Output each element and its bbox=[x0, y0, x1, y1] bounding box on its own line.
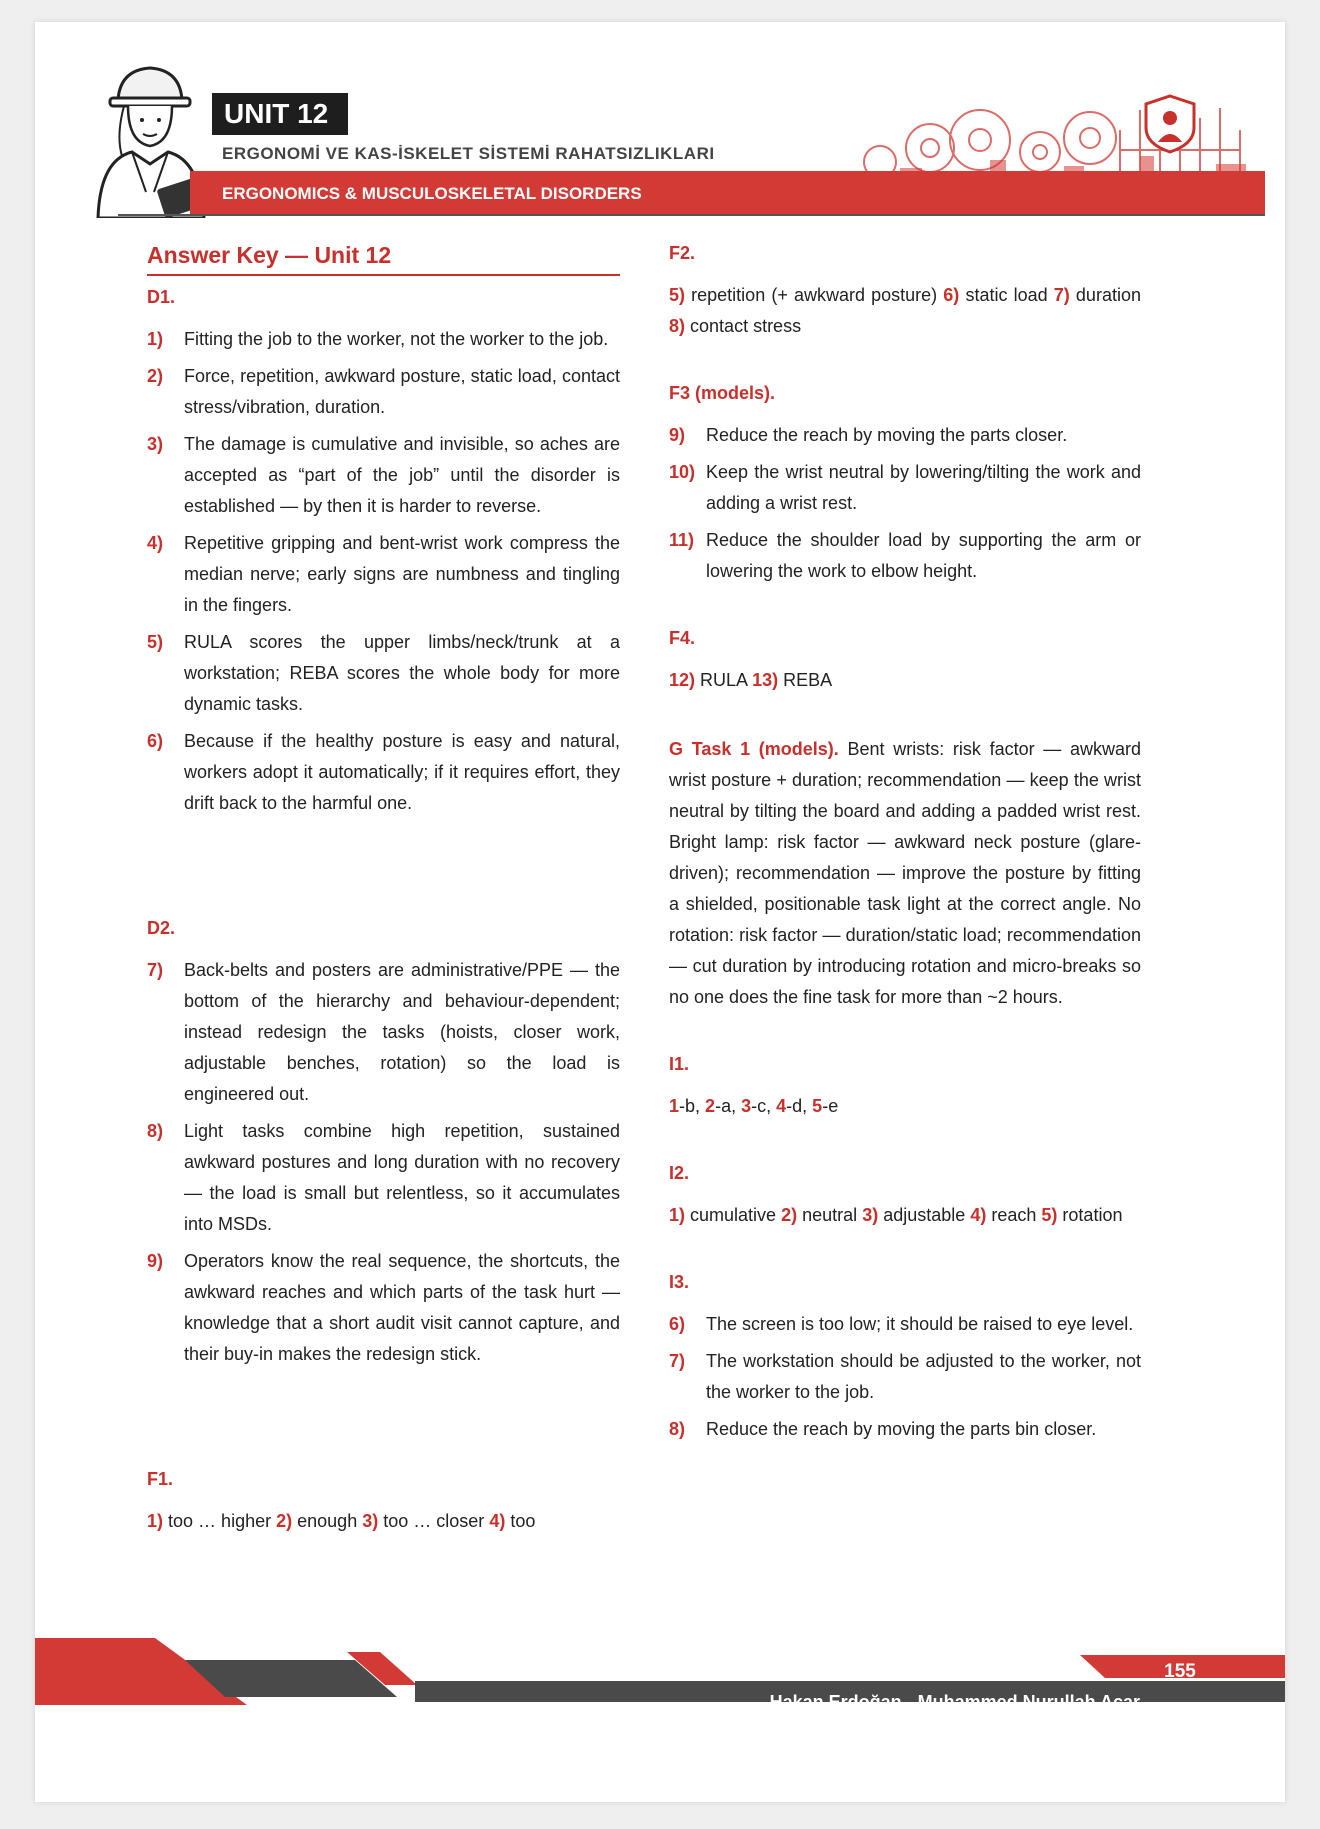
list-item bbox=[147, 528, 620, 621]
right-column bbox=[669, 238, 1141, 1445]
item-text: Reduce the shoulder load by supporting the arm or lowering the work to elbow height. bbox=[706, 530, 1141, 581]
answer-text: repetition (+ awkward posture) bbox=[691, 285, 938, 305]
item-text: Repetitive gripping and bent-wrist work compress the median nerve; early signs are numbness and tingling in the fingers. bbox=[184, 533, 620, 615]
list-item bbox=[669, 457, 1141, 519]
answer-number: 6) bbox=[943, 285, 960, 305]
section-heading-f4: F4. bbox=[669, 628, 696, 648]
answer-number: 1) bbox=[669, 1205, 686, 1225]
item-number: 1) bbox=[147, 329, 164, 349]
item-number: 10) bbox=[669, 462, 696, 482]
list-item bbox=[669, 1309, 1141, 1340]
list-item bbox=[147, 627, 620, 720]
unit-title-turkish: ERGONOMİ VE KAS-İSKELET SİSTEMİ RAHATSIZLIKLARI bbox=[222, 144, 715, 163]
list-item bbox=[669, 1414, 1141, 1445]
item-text: The workstation should be adjusted to the worker, not the worker to the job. bbox=[706, 1351, 1141, 1402]
item-text: Light tasks combine high repetition, sustained awkward postures and long duration with no recovery — the load is small but relentless, so it accumulates into MSDs. bbox=[184, 1121, 620, 1234]
match-number: 4 bbox=[776, 1096, 787, 1116]
d2-list bbox=[147, 955, 620, 1370]
answer-number: 3) bbox=[362, 1511, 379, 1531]
answer-text: enough bbox=[297, 1511, 358, 1531]
g-task-text: Bent wrists: risk factor — awkward wrist posture + duration; recommendation — keep the wrist neutral by tilting the board and adding a padded wrist rest. Bright lamp: risk factor — awkward neck posture (glare-driven); recommendation — improve the posture by fitting a shielded, positionable task light at the correct angle. No rotation: risk factor — duration/static load; recommendation — cut duration by introducing rotation and micro-breaks so no one does the fine task for more than ~2 hours. bbox=[669, 739, 1141, 1007]
answer-text: too … higher bbox=[168, 1511, 272, 1531]
list-item bbox=[669, 420, 1141, 451]
match-number: 3 bbox=[741, 1096, 752, 1116]
header-rule bbox=[118, 214, 1265, 216]
section-heading-i2: I2. bbox=[669, 1163, 690, 1183]
f1-answers bbox=[147, 1506, 620, 1537]
match-number: 2 bbox=[705, 1096, 716, 1116]
answer-text: too … closer bbox=[383, 1511, 485, 1531]
section-heading-f1: F1. bbox=[147, 1469, 174, 1489]
item-number: 6) bbox=[147, 731, 164, 751]
d1-list bbox=[147, 324, 620, 819]
match-letter: d bbox=[792, 1096, 803, 1116]
item-number: 8) bbox=[669, 1419, 686, 1439]
section-heading-g: G Task 1 (models). bbox=[669, 739, 839, 759]
answer-number: 12) bbox=[669, 670, 696, 690]
i2-answers bbox=[669, 1200, 1141, 1231]
item-text: Force, repetition, awkward posture, static load, contact stress/vibration, duration. bbox=[184, 366, 620, 417]
item-text: Reduce the reach by moving the parts bin closer. bbox=[706, 1419, 1097, 1439]
list-item bbox=[147, 726, 620, 819]
answer-text: RULA bbox=[700, 670, 748, 690]
match-letter: c bbox=[757, 1096, 767, 1116]
unit-label: UNIT 12 bbox=[212, 93, 348, 135]
match-letter: a bbox=[721, 1096, 732, 1116]
answer-text: rotation bbox=[1062, 1205, 1123, 1225]
f2-answers bbox=[669, 280, 1141, 342]
item-number: 9) bbox=[669, 425, 686, 445]
answer-number: 3) bbox=[862, 1205, 879, 1225]
item-text: Back-belts and posters are administrative/PPE — the bottom of the hierarchy and behaviour-dependent; instead redesign the tasks (hoists, closer work, adjustable benches, rotation) so the load is engineered out. bbox=[184, 960, 620, 1104]
list-item bbox=[147, 1116, 620, 1240]
unit-title-english: ERGONOMICS & MUSCULOSKELETAL DISORDERS bbox=[222, 184, 642, 203]
answer-text: contact stress bbox=[690, 316, 802, 336]
match-letter: e bbox=[828, 1096, 839, 1116]
answer-number: 4) bbox=[970, 1205, 987, 1225]
answer-number: 7) bbox=[1053, 285, 1070, 305]
answer-number: 2) bbox=[781, 1205, 798, 1225]
answer-number: 5) bbox=[669, 285, 686, 305]
item-number: 4) bbox=[147, 533, 164, 553]
item-text: The damage is cumulative and invisible, so aches are accepted as “part of the job” until the disorder is established — by then it is harder to reverse. bbox=[184, 434, 620, 516]
item-text: Operators know the real sequence, the shortcuts, the awkward reaches and which parts of the task hurt — knowledge that a short audit visit cannot capture, and their buy-in makes the redesign stick. bbox=[184, 1251, 620, 1364]
list-item bbox=[669, 1346, 1141, 1408]
answer-key-title: Answer Key — Unit 12 bbox=[147, 238, 620, 276]
f3-list bbox=[669, 420, 1141, 587]
section-heading-i3: I3. bbox=[669, 1272, 690, 1292]
item-text: The screen is too low; it should be raised to eye level. bbox=[706, 1314, 1134, 1334]
list-item bbox=[147, 955, 620, 1110]
section-heading-d1: D1. bbox=[147, 287, 176, 307]
answer-text: duration bbox=[1075, 285, 1141, 305]
match-letter: b bbox=[685, 1096, 696, 1116]
f4-answers bbox=[669, 665, 1141, 696]
answer-text: too bbox=[510, 1511, 536, 1531]
answer-text: REBA bbox=[783, 670, 833, 690]
item-number: 8) bbox=[147, 1121, 164, 1141]
list-item bbox=[669, 525, 1141, 587]
item-number: 7) bbox=[147, 960, 164, 980]
answer-text: static load bbox=[965, 285, 1048, 305]
answer-number: 1) bbox=[147, 1511, 164, 1531]
section-heading-d2: D2. bbox=[147, 918, 176, 938]
item-number: 2) bbox=[147, 366, 164, 386]
list-item bbox=[147, 324, 620, 355]
i1-answers: 1-b, 2-a, 3-c, 4-d, 5-e bbox=[669, 1096, 839, 1116]
footer-authors: Hakan Erdoğan - Muhammed Nurullah Acar bbox=[769, 1692, 1140, 1712]
answer-number: 5) bbox=[1041, 1205, 1058, 1225]
page-number: 155 bbox=[1164, 1661, 1196, 1682]
answer-text: reach bbox=[991, 1205, 1037, 1225]
match-number: 1 bbox=[669, 1096, 680, 1116]
list-item bbox=[147, 1246, 620, 1370]
item-text: Reduce the reach by moving the parts closer. bbox=[706, 425, 1068, 445]
factory-skyline-illustration bbox=[760, 90, 1265, 214]
section-heading-i1: I1. bbox=[669, 1054, 690, 1074]
answer-text: cumulative bbox=[690, 1205, 777, 1225]
answer-number: 2) bbox=[276, 1511, 293, 1531]
item-number: 11) bbox=[669, 530, 695, 550]
answer-number: 4) bbox=[489, 1511, 506, 1531]
item-text: RULA scores the upper limbs/neck/trunk at a workstation; REBA scores the whole body for more dynamic tasks. bbox=[184, 632, 620, 714]
answer-text: adjustable bbox=[883, 1205, 966, 1225]
item-number: 6) bbox=[669, 1314, 686, 1334]
i3-list bbox=[669, 1309, 1141, 1445]
answer-number: 13) bbox=[752, 670, 779, 690]
match-number: 5 bbox=[812, 1096, 823, 1116]
answer-number: 8) bbox=[669, 316, 686, 336]
list-item bbox=[147, 361, 620, 423]
item-number: 5) bbox=[147, 632, 164, 652]
left-column bbox=[147, 238, 620, 1537]
item-number: 7) bbox=[669, 1351, 686, 1371]
answer-text: neutral bbox=[802, 1205, 858, 1225]
item-number: 9) bbox=[147, 1251, 164, 1271]
list-item bbox=[147, 429, 620, 522]
item-text: Fitting the job to the worker, not the worker to the job. bbox=[184, 329, 609, 349]
item-text: Because if the healthy posture is easy and natural, workers adopt it automatically; if it requires effort, they drift back to the harmful one. bbox=[184, 731, 620, 813]
item-text: Keep the wrist neutral by lowering/tilting the work and adding a wrist rest. bbox=[706, 462, 1141, 513]
section-heading-f2: F2. bbox=[669, 243, 696, 263]
g-task-answer bbox=[669, 734, 1141, 1013]
item-number: 3) bbox=[147, 434, 164, 454]
section-heading-f3: F3 (models). bbox=[669, 383, 776, 403]
